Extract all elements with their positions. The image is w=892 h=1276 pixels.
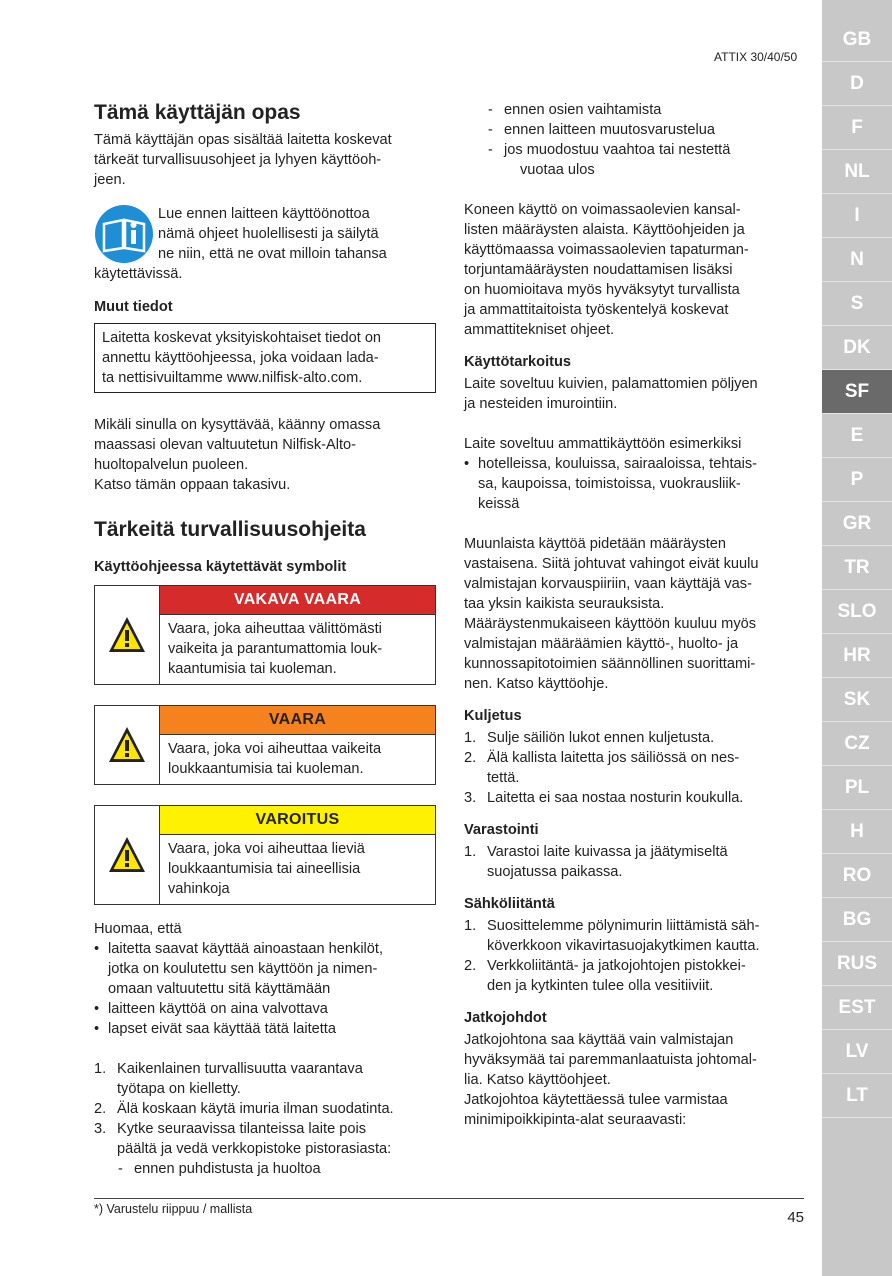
warning-text: Vaara, joka voi aiheuttaa vaikeita loukkaantumisia tai kuoleman.	[168, 741, 382, 777]
language-tab-ro[interactable]: RO	[822, 854, 892, 898]
warning-box-danger	[94, 705, 436, 785]
footer-divider	[94, 1198, 804, 1199]
list-item: 1. Kaikenlainen turvallisuutta vaarantava työtapa on kielletty.	[94, 1061, 363, 1097]
note-bullet-list	[94, 939, 436, 1039]
storage-list	[464, 842, 804, 882]
warning-triangle-icon	[107, 835, 147, 875]
language-tab-hr[interactable]: HR	[822, 634, 892, 678]
list-item: 3. Kytke seuraavissa tilanteissa laite pois päältä ja vedä verkkopistoke pistorasiasta:	[94, 1121, 392, 1157]
symbols-heading: Käyttöohjeessa käytettävät symbolit	[94, 559, 347, 575]
pro-use-list	[464, 454, 804, 514]
warning-box-severe-danger	[94, 585, 436, 685]
purpose-paragraph: Laite soveltuu kuivien, palamattomien pöljyen ja nesteiden imurointiin.	[464, 376, 758, 412]
language-tab-gb[interactable]: GB	[822, 18, 892, 62]
list-item: 1. Suosittelemme pölynimurin liittämistä säh- köverkkoon vikavirtasuojakytkimen kautta.	[464, 918, 760, 954]
right-column	[464, 100, 804, 1130]
left-column	[94, 100, 436, 1179]
transport-heading: Kuljetus	[464, 708, 522, 724]
section-title-user-guide: Tämä käyttäjän opas	[94, 101, 301, 124]
page-number: 45	[787, 1209, 804, 1226]
electric-heading: Sähköliitäntä	[464, 896, 555, 912]
language-tab-sk[interactable]: SK	[822, 678, 892, 722]
list-item: 1. Sulje säiliön lukot ennen kuljetusta.	[464, 730, 715, 746]
document-model: ATTIX 30/40/50	[714, 50, 798, 64]
disconnect-dash-list-continued	[464, 100, 804, 180]
list-item: • laitteen käyttöä on aina valvottava	[94, 1001, 328, 1017]
language-sidebar	[822, 0, 892, 1276]
language-tab-s[interactable]: S	[822, 282, 892, 326]
list-item: • hotelleissa, kouluissa, sairaaloissa, tehtais- sa, kaupoissa, toimistoissa, vuokrausliik- keissä	[464, 456, 758, 512]
language-tab-est[interactable]: EST	[822, 986, 892, 1030]
language-tab-p[interactable]: P	[822, 458, 892, 502]
list-item: - ennen osien vaihtamista	[488, 102, 662, 118]
section-title-safety: Tärkeitä turvallisuusohjeita	[94, 518, 366, 541]
electric-list	[464, 916, 804, 996]
list-item: - jos muodostuu vaahtoa tai nestettä vuotaa ulos	[488, 142, 731, 178]
note-lead: Huomaa, että	[94, 921, 182, 937]
extension-cords-paragraph: Jatkojohtona saa käyttää vain valmistajan hyväksymää tai paremmanlaatuista johtomal- lia. Katso käyttöohjeet. Jatkojohtoa käytettäessä tulee varmistaa minimipoikkipinta-alat seuraavasti:	[464, 1032, 757, 1128]
warning-title: VAROITUS	[160, 806, 435, 835]
language-tab-n[interactable]: N	[822, 238, 892, 282]
language-tab-e[interactable]: E	[822, 414, 892, 458]
language-tab-bg[interactable]: BG	[822, 898, 892, 942]
contact-paragraph: Mikäli sinulla on kysyttävää, käänny omassa maassasi olevan valtuutetun Nilfisk-Alto- huoltopalvelun puoleen. Katso tämän oppaan takasivu.	[94, 417, 381, 493]
list-item: 2. Älä kallista laitetta jos säiliössä on nes- tettä.	[464, 750, 740, 786]
regulations-paragraph: Koneen käyttö on voimassaolevien kansal- listen määräysten alaista. Käyttöohjeiden ja käyttömaassa voimassaolevien tapaturman- torjuntamääräysten noudattamisen lisäksi on huomioitava myös hyväksytyt turvallista ja ammattitaitoista työskentelyä koskevat ammattitekniset ohjeet.	[464, 202, 749, 338]
warning-triangle-icon	[107, 725, 147, 765]
list-item: 2. Verkkoliitäntä- ja jatkojohtojen pistokkei- den ja kytkinten tulee olla vesitiiviit.	[464, 958, 746, 994]
language-tab-h[interactable]: H	[822, 810, 892, 854]
language-tab-cz[interactable]: CZ	[822, 722, 892, 766]
warning-title: VAKAVA VAARA	[160, 586, 435, 615]
more-info-heading: Muut tiedot	[94, 299, 173, 315]
warning-text: Vaara, joka voi aiheuttaa lieviä loukkaantumisia tai aineellisia vahinkoja	[168, 841, 365, 897]
language-tab-tr[interactable]: TR	[822, 546, 892, 590]
language-tab-lv[interactable]: LV	[822, 1030, 892, 1074]
warning-title: VAARA	[160, 706, 435, 735]
language-tab-rus[interactable]: RUS	[822, 942, 892, 986]
read-manual-note: Lue ennen laitteen käyttöönottoa nämä ohjeet huolellisesti ja säilytä ne niin, että ne ovat milloin tahansa käytettävissä.	[94, 206, 387, 282]
language-tab-sf[interactable]: SF	[822, 370, 892, 414]
list-item: • lapset eivät saa käyttää tätä laitetta	[94, 1021, 336, 1037]
list-item: - ennen laitteen muutosvarustelua	[488, 122, 715, 138]
warning-triangle-icon	[107, 615, 147, 655]
book-info-icon	[94, 204, 154, 264]
storage-heading: Varastointi	[464, 822, 539, 838]
language-tab-f[interactable]: F	[822, 106, 892, 150]
safety-numbered-list	[94, 1059, 436, 1159]
extension-cords-heading: Jatkojohdot	[464, 1010, 547, 1026]
language-tab-dk[interactable]: DK	[822, 326, 892, 370]
list-item: • laitetta saavat käyttää ainoastaan henkilöt, jotka on koulutettu sen käyttöön ja nimen- omaan valtuutettu sitä käyttämään	[94, 941, 384, 997]
more-info-box: Laitetta koskevat yksityiskohtaiset tiedot on annettu käyttöohjeessa, joka voidaan lada- ta nettisivuiltamme www.nilfisk-alto.com.	[94, 323, 436, 393]
list-item: 3. Laitetta ei saa nostaa nosturin koukulla.	[464, 790, 744, 806]
language-tab-nl[interactable]: NL	[822, 150, 892, 194]
language-tab-i[interactable]: I	[822, 194, 892, 238]
list-item: 2. Älä koskaan käytä imuria ilman suodatinta.	[94, 1101, 394, 1117]
intro-paragraph: Tämä käyttäjän opas sisältää laitetta koskevat tärkeät turvallisuusohjeet ja lyhyen käyttöoh- jeen.	[94, 132, 392, 188]
language-tab-lt[interactable]: LT	[822, 1074, 892, 1118]
list-item: - ennen puhdistusta ja huoltoa	[118, 1161, 321, 1177]
warning-box-caution	[94, 805, 436, 905]
warning-text: Vaara, joka aiheuttaa välittömästi vaikeita ja parantumattomia louk- kaantumisia tai kuoleman.	[168, 621, 383, 677]
language-tab-pl[interactable]: PL	[822, 766, 892, 810]
purpose-heading: Käyttötarkoitus	[464, 354, 572, 370]
list-item: 1. Varastoi laite kuivassa ja jäätymiseltä suojatussa paikassa.	[464, 844, 728, 880]
transport-list	[464, 728, 804, 808]
pro-use-lead: Laite soveltuu ammattikäyttöön esimerkiksi	[464, 436, 742, 452]
other-use-paragraph: Muunlaista käyttöä pidetään määräysten vastaisena. Siitä johtuvat vahingot eivät kuulu valmistajan korvauspiiriin, vaan käyttäjä vas- taa yksin kaikista seurauksista. Määräystenmukaiseen käyttöön kuuluu myös valmistajan määräämien käyttö-, huolto- ja kunnossapitotoimien säännöllinen suorittami- nen. Katso käyttöohje.	[464, 536, 759, 692]
footer-note: *) Varustelu riippuu / mallista	[94, 1202, 253, 1216]
disconnect-dash-list	[94, 1159, 436, 1179]
language-tab-slo[interactable]: SLO	[822, 590, 892, 634]
language-tab-gr[interactable]: GR	[822, 502, 892, 546]
language-tab-d[interactable]: D	[822, 62, 892, 106]
